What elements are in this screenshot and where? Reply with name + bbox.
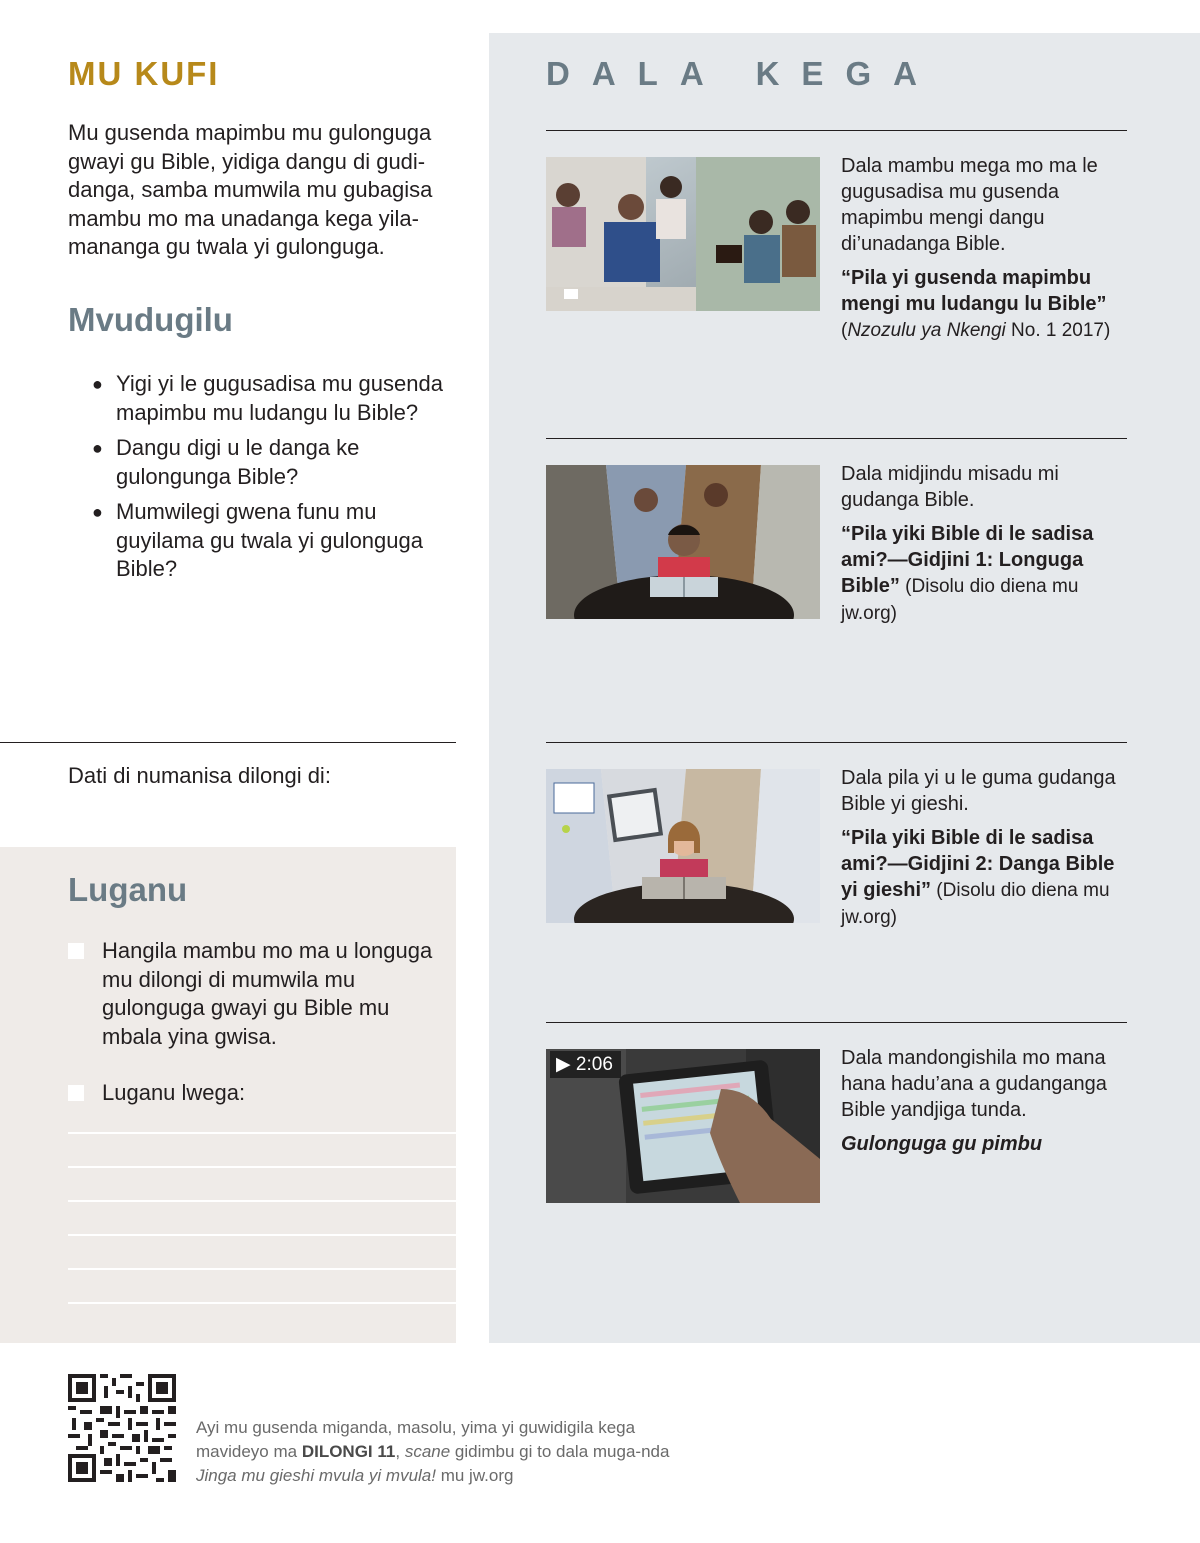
item-reference — [841, 265, 1131, 344]
writing-line[interactable] — [68, 1132, 456, 1134]
bible-readers-photo[interactable] — [546, 157, 820, 311]
item-description: Dala mandongishila mo mana hana hadu’ana a gudanganga Bible yandjiga tunda. — [841, 1047, 1107, 1121]
item-reference-title[interactable]: “Pila yiki Bible di le sadisa ami?—Gidjini 1: Longuga Bible” — [841, 523, 1094, 597]
goal-item-text: Hangila mambu mo ma u longuga mu dilongi di mumwila mu gulonguga gwayi gu Bible mu mbala yina gwisa. — [102, 938, 433, 1049]
writing-line[interactable] — [68, 1302, 456, 1304]
item-description: Dala pila yi u le guma gudanga Bible yi gieshi. — [841, 767, 1116, 815]
footer-text-part: gidimbu gi to dala muga-nda — [450, 1442, 670, 1461]
explore-divider — [546, 130, 1127, 131]
explore-divider — [546, 742, 1127, 743]
explore-item — [841, 765, 1131, 931]
girl-reading-illustration — [546, 769, 820, 923]
item-reference — [841, 825, 1131, 931]
bullet-icon: ● — [92, 438, 103, 458]
explore-title: DALA KEGA — [546, 55, 939, 92]
boy-reading-illustration — [546, 465, 820, 619]
footer-book-title: Jinga mu gieshi mvula yi mvula! — [196, 1466, 436, 1485]
goal-item-other[interactable] — [68, 1079, 453, 1108]
writing-line[interactable] — [68, 1166, 456, 1168]
item-description: Dala midjindu misadu mi gudanga Bible. — [841, 463, 1059, 511]
tablet-study-video[interactable] — [546, 1049, 820, 1203]
boy-reading-bible-photo[interactable] — [546, 465, 820, 619]
item-reference — [841, 521, 1131, 627]
review-question — [92, 498, 456, 584]
item-reference-title[interactable]: Gulonguga gu pimbu — [841, 1133, 1043, 1155]
item-reference-title[interactable]: “Pila yiki Bible di le sadisa ami?—Gidjini 2: Danga Bible yi gieshi” — [841, 827, 1115, 901]
goal-item[interactable] — [68, 937, 453, 1051]
review-question — [92, 370, 456, 427]
video-duration-badge[interactable] — [550, 1051, 621, 1078]
date-divider — [0, 742, 456, 743]
summary-title: MU KUFI — [68, 55, 220, 92]
footer-lesson: DILONGI 11 — [301, 1442, 396, 1461]
footer-text — [196, 1416, 696, 1488]
review-list — [92, 370, 456, 591]
explore-item — [841, 461, 1131, 627]
qr-code-graphic — [68, 1374, 176, 1482]
footer-text-part: , — [395, 1442, 405, 1461]
qr-code[interactable] — [68, 1374, 176, 1482]
date-completed-label: Dati di numanisa dilongi di: — [68, 763, 331, 788]
source-issue: No. 1 2017) — [1005, 320, 1111, 341]
video-duration: 2:06 — [575, 1054, 613, 1075]
review-question-text: Dangu digi u le danga ke gulongunga Bible? — [116, 435, 360, 489]
source-publication: Nzozulu ya Nkengi — [847, 320, 1006, 341]
item-reference — [841, 1131, 1131, 1157]
item-reference-source: (Disolu dio diena mu jw.org) — [841, 880, 1110, 928]
bullet-icon: ● — [92, 374, 103, 394]
footer-text-part: mu jw.org — [435, 1466, 514, 1485]
explore-divider — [546, 438, 1127, 439]
goal-checkbox[interactable] — [68, 1085, 84, 1101]
girl-reading-bible-photo[interactable] — [546, 769, 820, 923]
item-reference-title[interactable]: “Pila yi gusenda mapimbu mengi mu ludangu lu Bible” — [841, 267, 1107, 315]
review-question-text: Yigi yi le gugusadisa mu gusenda mapimbu mu ludangu lu Bible? — [116, 371, 443, 425]
writing-line[interactable] — [68, 1268, 456, 1270]
item-reference-source — [841, 320, 1110, 341]
goal-title: Luganu — [68, 871, 188, 908]
explore-divider — [546, 1022, 1127, 1023]
item-reference-source: (Disolu dio diena mu jw.org) — [841, 576, 1079, 624]
review-question — [92, 434, 456, 491]
footer-scan-word: scane — [404, 1442, 451, 1461]
review-title: Mvudugilu — [68, 301, 233, 338]
explore-item — [841, 153, 1131, 344]
writing-line[interactable] — [68, 1234, 456, 1236]
goal-item-text: Luganu lwega: — [102, 1080, 246, 1105]
writing-line[interactable] — [68, 1200, 456, 1202]
bullet-icon: ● — [92, 502, 103, 522]
review-question-text: Mumwilegi gwena funu mu guyilama gu twala yi gulonguga Bible? — [116, 499, 423, 581]
play-icon: ▶ — [556, 1054, 571, 1075]
bible-readers-illustration — [546, 157, 820, 311]
item-description: Dala mambu mega mo ma le gugusadisa mu gusenda mapimbu mengi dangu di’unadanga Bible. — [841, 155, 1098, 255]
summary-text: Mu gusenda mapimbu mu gulonguga gwayi gu Bible, yidiga dangu di gudi-danga, samba mumwila mu gubagisa mambu mo ma unadanga kega yila-mananga gu twala yi gulonguga. — [68, 120, 433, 259]
explore-item — [841, 1045, 1131, 1157]
footer-text-part: Ayi mu gusenda miganda, masolu, yima yi guwidigila kega mavideyo ma — [196, 1418, 636, 1461]
source-open: ( — [841, 320, 848, 341]
goal-checkbox[interactable] — [68, 943, 84, 959]
